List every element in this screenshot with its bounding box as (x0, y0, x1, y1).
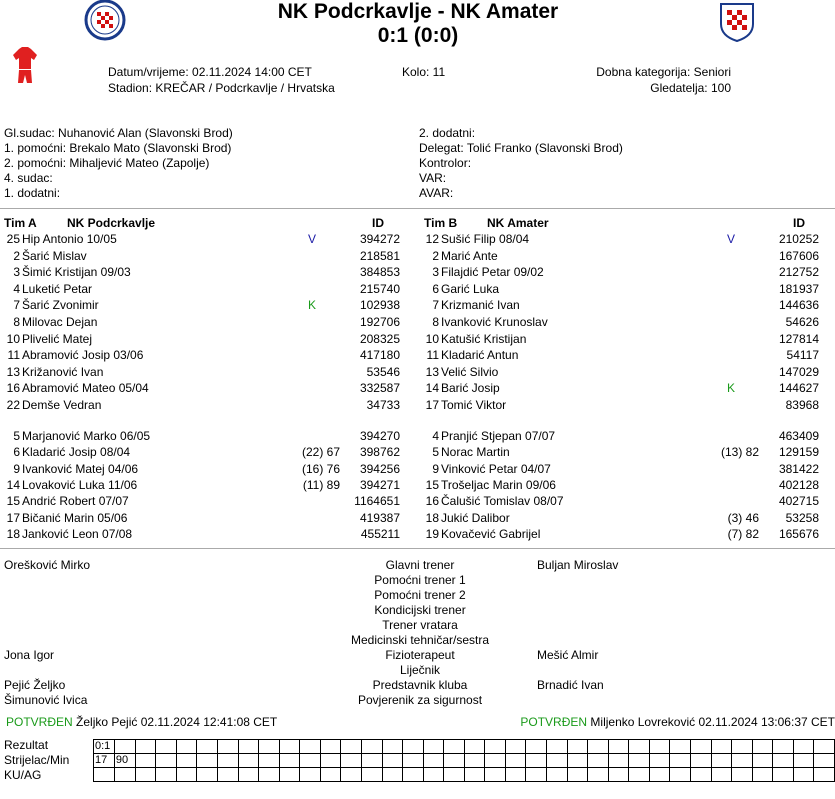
grid-cell (341, 754, 362, 768)
grid-cell (732, 768, 753, 782)
grid-cell (608, 768, 629, 782)
player-name: Luketić Petar (22, 281, 93, 296)
grid-cell (793, 754, 814, 768)
grid-cell (608, 740, 629, 754)
match-score: 0:1 (0:0) (377, 24, 459, 47)
sub-number: 15 (425, 477, 439, 492)
grid-cell (464, 754, 485, 768)
grid-cell (300, 768, 321, 782)
player-id: 394271 (359, 477, 400, 492)
grid-cell (773, 754, 794, 768)
ku-ag-label: KU/AG (4, 768, 42, 782)
player-number: 7 (13, 298, 20, 313)
player-name: Marić Ante (441, 248, 498, 263)
grid-cell (218, 740, 239, 754)
player-name: Abramović Mateo 05/04 (22, 381, 149, 396)
grid-cell (793, 740, 814, 754)
official-line: Kontrolor: (419, 156, 472, 170)
player-name: Sušić Filip 08/04 (441, 232, 530, 246)
grid-cell (485, 754, 506, 768)
grid-cell (773, 740, 794, 754)
sub-number: 14 (6, 477, 20, 492)
player-id: 53258 (785, 510, 819, 525)
player-number: 10 (425, 331, 439, 346)
sub-number: 16 (425, 494, 439, 509)
sub-number: 9 (432, 461, 439, 476)
grid-cell (423, 754, 444, 768)
player-id: 402128 (778, 477, 819, 492)
player-number: 14 (425, 381, 439, 396)
grid-cell (526, 740, 547, 754)
sub-number: 5 (13, 429, 20, 443)
player-id: 192706 (359, 315, 400, 329)
grid-cell (382, 768, 403, 782)
red-jersey-icon (12, 47, 38, 85)
scorer-label: Strijelac/Min (4, 753, 70, 767)
sub-name: Ivanković Matej 04/06 (22, 461, 139, 476)
match-round: Kolo: 11 (402, 65, 446, 79)
staff-name-a: Pejić Željko (4, 678, 66, 692)
captain-mark: K (308, 298, 317, 313)
spectators: Gledatelja: 100 (650, 81, 731, 95)
grid-cell (197, 740, 218, 754)
grid-cell (218, 754, 239, 768)
grid-cell (690, 768, 711, 782)
grid-cell (752, 768, 773, 782)
grid-cell (690, 740, 711, 754)
sub-number: 18 (425, 510, 439, 525)
grid-cell (341, 768, 362, 782)
substitution-info: (11) 89 (302, 477, 340, 492)
grid-cell (94, 768, 115, 782)
grid-cell (526, 768, 547, 782)
grid-cell (114, 768, 135, 782)
player-id: 181937 (778, 281, 819, 296)
player-id: 398762 (359, 445, 400, 460)
captain-mark: K (727, 381, 736, 396)
player-id: 54117 (786, 348, 819, 363)
player-name: Šarić Zvonimir (22, 298, 99, 313)
grid-cell (320, 754, 341, 768)
substitution-info: (3) 46 (727, 510, 759, 525)
player-name: Velić Silvio (441, 364, 499, 379)
grid-cell (732, 754, 753, 768)
away-club-logo (717, 0, 757, 42)
grid-cell (732, 740, 753, 754)
home-club-logo (82, 0, 128, 42)
grid-cell (752, 740, 773, 754)
grid-cell (670, 754, 691, 768)
grid-cell (567, 740, 588, 754)
staff-role: Kondicijski trener (374, 603, 466, 617)
grid-cell (320, 740, 341, 754)
player-id: 463409 (778, 429, 819, 443)
player-id: 165676 (778, 526, 819, 541)
result-score: 0:1 (94, 740, 115, 754)
grid-cell (135, 754, 156, 768)
sub-number: 4 (432, 429, 439, 443)
player-name: Krizmanić Ivan (441, 298, 520, 313)
staff-role: Pomoćni trener 1 (374, 573, 466, 587)
staff-name-b: Brnadić Ivan (537, 678, 604, 692)
grid-cell (567, 754, 588, 768)
official-line: Gl.sudac: Nuhanović Alan (Slavonski Brod) (4, 126, 233, 140)
player-id: 129159 (778, 445, 819, 460)
staff-name-a: Jona Igor (4, 648, 55, 662)
grid-cell (629, 768, 650, 782)
grid-cell (649, 768, 670, 782)
sub-name: Čalušić Tomislav 08/07 (441, 494, 564, 509)
player-id: 212752 (778, 265, 819, 280)
sub-name: Jukić Dalibor (441, 510, 510, 525)
confirmed-by: Željko Pejić 02.11.2024 12:41:08 CET (76, 715, 278, 729)
grid-cell (382, 740, 403, 754)
grid-cell (505, 768, 526, 782)
substitution-info: (13) 82 (720, 445, 759, 460)
sub-name: Pranjić Stjepan 07/07 (441, 429, 556, 443)
staff-role: Medicinski tehničar/sestra (350, 633, 490, 647)
player-number: 2 (13, 248, 20, 263)
player-id: 208325 (359, 331, 400, 346)
grid-cell (608, 754, 629, 768)
player-id: 54626 (785, 315, 819, 329)
team-b-id-header: ID (793, 216, 805, 230)
grid-cell (197, 754, 218, 768)
team-a-name: NK Podcrkavlje (67, 216, 156, 230)
staff-name-b: Buljan Miroslav (537, 558, 619, 572)
player-id: 53546 (366, 364, 400, 379)
player-number: 2 (432, 248, 439, 263)
grid-cell (259, 740, 280, 754)
player-name: Demše Vedran (22, 398, 102, 412)
player-id: 215740 (359, 281, 400, 296)
team-a-id-header: ID (372, 216, 384, 230)
sub-name: Janković Leon 07/08 (22, 526, 133, 541)
substitution-info: (22) 67 (301, 445, 340, 460)
player-name: Garić Luka (441, 281, 500, 296)
grid-cell (711, 768, 732, 782)
grid-cell (300, 754, 321, 768)
grid-cell (752, 754, 773, 768)
result-label: Rezultat (4, 738, 49, 752)
sub-number: 5 (432, 445, 439, 460)
player-number: 11 (7, 348, 20, 363)
player-id: 394270 (359, 429, 400, 443)
grid-cell (464, 740, 485, 754)
player-name: Tomić Viktor (441, 398, 507, 412)
grid-cell (547, 740, 568, 754)
player-number: 8 (13, 315, 20, 329)
confirm-right (520, 715, 835, 729)
match-date: Datum/vrijeme: 02.11.2024 14:00 CET (108, 65, 312, 79)
grid-cell (629, 740, 650, 754)
player-name: Križanović Ivan (22, 364, 104, 379)
grid-cell (176, 768, 197, 782)
grid-cell (670, 740, 691, 754)
grid-cell (218, 768, 239, 782)
grid-cell (526, 754, 547, 768)
sub-number: 15 (6, 494, 20, 509)
grid-cell (649, 754, 670, 768)
player-id: 402715 (778, 494, 819, 509)
grid-cell (135, 740, 156, 754)
official-line: AVAR: (419, 186, 454, 200)
grid-cell (464, 768, 485, 782)
match-title: NK Podcrkavlje - NK Amater (277, 0, 559, 23)
player-number: 12 (425, 232, 439, 246)
grid-cell (238, 740, 259, 754)
sub-number: 18 (6, 526, 20, 541)
grid-cell (690, 754, 711, 768)
grid-cell (588, 768, 609, 782)
grid-cell (156, 754, 177, 768)
team-a-label: Tim A (4, 216, 37, 230)
official-line: 1. dodatni: (4, 186, 61, 200)
grid-cell (176, 740, 197, 754)
grid-cell (259, 768, 280, 782)
staff-name-b: Mešić Almir (537, 648, 599, 662)
grid-cell (279, 768, 300, 782)
grid-cell (423, 768, 444, 782)
grid-cell (485, 740, 506, 754)
player-id: 147029 (778, 364, 819, 379)
grid-cell (670, 768, 691, 782)
grid-cell (361, 740, 382, 754)
player-name: Plivelić Matej (22, 331, 93, 346)
scorer-number: 17 (94, 754, 115, 768)
sub-name: Vinković Petar 04/07 (441, 461, 551, 476)
substitution-info: (7) 82 (727, 526, 759, 541)
grid-cell (814, 754, 835, 768)
grid-cell (361, 754, 382, 768)
team-b-name: NK Amater (487, 216, 549, 230)
grid-cell (547, 768, 568, 782)
grid-cell (711, 754, 732, 768)
team-b-label: Tim B (424, 216, 458, 230)
player-name: Kladarić Antun (441, 348, 519, 363)
player-id: 34733 (366, 398, 400, 412)
confirmed-label: POTVRĐEN (520, 715, 588, 729)
grid-cell (423, 740, 444, 754)
player-number: 3 (13, 265, 20, 280)
grid-cell (279, 754, 300, 768)
player-id: 384853 (359, 265, 400, 280)
player-number: 10 (6, 331, 20, 346)
grid-cell (135, 768, 156, 782)
player-name: Milovac Dejan (22, 315, 98, 329)
staff-role: Trener vratara (382, 618, 458, 632)
sub-number: 6 (13, 445, 20, 460)
sub-number: 9 (13, 461, 20, 476)
grid-cell (114, 740, 135, 754)
grid-cell (403, 754, 424, 768)
player-id: 455211 (360, 526, 400, 541)
player-id: 417180 (359, 348, 400, 363)
player-name: Filajdić Petar 09/02 (441, 265, 544, 280)
player-id: 144636 (778, 298, 819, 313)
player-number: 13 (425, 364, 439, 379)
player-name: Katušić Kristijan (441, 331, 527, 346)
goalkeeper-mark: V (727, 232, 736, 246)
match-stadium: Stadion: KREČAR / Podcrkavlje / Hrvatska (108, 81, 335, 95)
sub-number: 19 (425, 526, 439, 541)
grid-cell (156, 768, 177, 782)
grid-cell (403, 768, 424, 782)
confirm-left (6, 715, 277, 729)
sub-name: Lovaković Luka 11/06 (22, 477, 138, 492)
grid-cell (588, 754, 609, 768)
grid-cell (197, 768, 218, 782)
sub-name: Bičanić Marin 05/06 (22, 510, 128, 525)
staff-role: Povjerenik za sigurnost (357, 693, 483, 707)
goalkeeper-mark: V (308, 232, 317, 246)
official-line: VAR: (419, 171, 447, 185)
player-number: 6 (432, 281, 439, 296)
grid-cell (238, 754, 259, 768)
grid-cell (238, 768, 259, 782)
sub-name: Kladarić Josip 08/04 (22, 445, 131, 460)
staff-name-a: Šimunović Ivica (4, 693, 88, 707)
grid-cell (629, 754, 650, 768)
player-name: Šarić Mislav (22, 248, 87, 263)
player-id: 394256 (359, 461, 400, 476)
player-id: 210252 (778, 232, 819, 246)
result-grid (93, 739, 835, 782)
grid-cell (403, 740, 424, 754)
player-number: 8 (432, 315, 439, 329)
player-number: 17 (425, 398, 439, 412)
player-id: 127814 (778, 331, 819, 346)
grid-cell (547, 754, 568, 768)
grid-cell (444, 740, 465, 754)
staff-role: Pomoćni trener 2 (374, 588, 466, 602)
grid-cell (300, 740, 321, 754)
sub-name: Kovačević Gabrijel (441, 526, 541, 541)
grid-cell (814, 740, 835, 754)
grid-cell (320, 768, 341, 782)
divider (0, 208, 835, 209)
grid-cell (567, 768, 588, 782)
grid-cell (773, 768, 794, 782)
sub-name: Andrić Robert 07/07 (22, 494, 129, 509)
confirmed-by: Miljenko Lovreković 02.11.2024 13:06:37 CET (590, 715, 835, 729)
official-line: 2. pomoćni: Mihaljević Mateo (Zapolje) (4, 156, 210, 170)
player-id: 381422 (778, 461, 819, 476)
player-number: 25 (6, 232, 20, 246)
official-line: Delegat: Tolić Franko (Slavonski Brod) (419, 141, 623, 155)
sub-name: Marjanović Marko 06/05 (22, 429, 151, 443)
player-id: 83968 (785, 398, 819, 412)
staff-role: Predstavnik kluba (372, 678, 468, 692)
grid-cell (176, 754, 197, 768)
player-number: 7 (432, 298, 439, 313)
player-number: 11 (426, 348, 439, 363)
official-line: 1. pomoćni: Brekalo Mato (Slavonski Brod) (4, 141, 232, 155)
player-name: Ivanković Krunoslav (441, 315, 548, 329)
scorer-minute: 90 (114, 754, 135, 768)
player-number: 3 (432, 265, 439, 280)
player-name: Abramović Josip 03/06 (22, 348, 144, 363)
staff-name-a: Orešković Mirko (4, 558, 91, 572)
sub-name: Norac Martin (441, 445, 510, 460)
staff-role: Liječnik (399, 663, 441, 677)
player-id: 332587 (359, 381, 400, 396)
player-name: Barić Josip (441, 381, 500, 396)
age-category: Dobna kategorija: Seniori (596, 65, 731, 79)
player-name: Hip Antonio 10/05 (22, 232, 117, 246)
grid-cell (505, 754, 526, 768)
player-id: 394272 (359, 232, 400, 246)
staff-role: Fizioterapeut (385, 648, 455, 662)
player-id: 102938 (359, 298, 400, 313)
grid-cell (279, 740, 300, 754)
confirmed-label: POTVRĐEN (6, 715, 73, 729)
grid-cell (485, 768, 506, 782)
grid-cell (444, 768, 465, 782)
player-name: Šimić Kristijan 09/03 (22, 265, 131, 280)
player-id: 419387 (359, 510, 400, 525)
grid-cell (382, 754, 403, 768)
grid-cell (588, 740, 609, 754)
official-line: 2. dodatni: (419, 126, 476, 140)
player-number: 13 (6, 364, 20, 379)
grid-cell (793, 768, 814, 782)
sub-name: Trošeljac Marin 09/06 (441, 477, 556, 492)
divider (0, 548, 835, 549)
player-id: 167606 (778, 248, 819, 263)
staff-role: Glavni trener (385, 558, 455, 572)
player-id: 144627 (778, 381, 819, 396)
substitution-info: (16) 76 (301, 461, 340, 476)
player-id: 218581 (359, 248, 400, 263)
player-number: 22 (6, 398, 20, 412)
grid-cell (156, 740, 177, 754)
grid-cell (259, 754, 280, 768)
grid-cell (341, 740, 362, 754)
sub-number: 17 (6, 510, 20, 525)
grid-cell (711, 740, 732, 754)
grid-cell (505, 740, 526, 754)
official-line: 4. sudac: (4, 171, 53, 185)
player-number: 4 (13, 281, 20, 296)
player-number: 16 (6, 381, 20, 396)
grid-cell (361, 768, 382, 782)
grid-cell (814, 768, 835, 782)
grid-cell (444, 754, 465, 768)
grid-cell (649, 740, 670, 754)
player-id: 1164651 (354, 494, 400, 509)
